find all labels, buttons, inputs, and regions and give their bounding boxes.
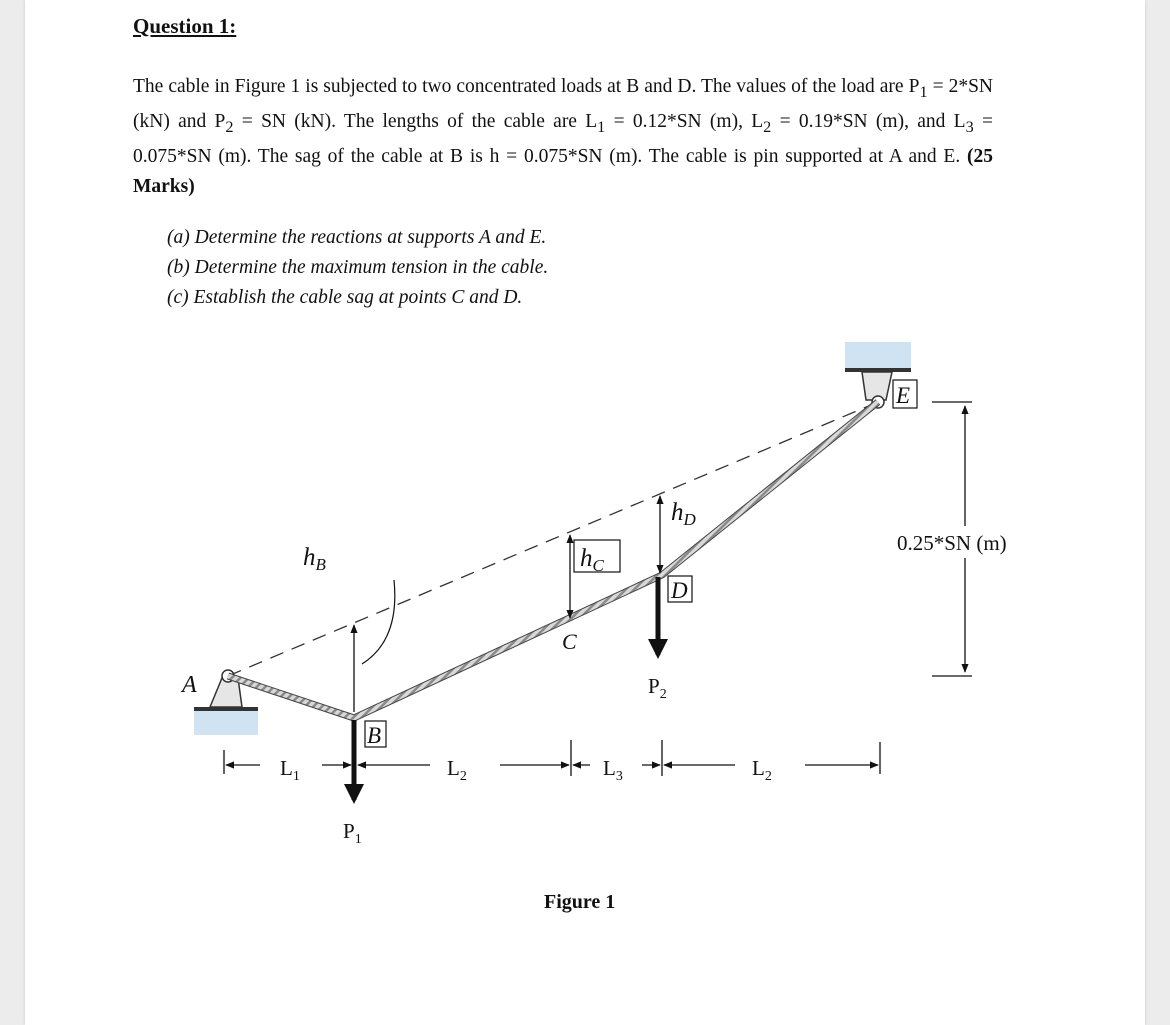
- part-c: (c) Establish the cable sag at points C and D.: [167, 287, 523, 308]
- point-b-label: B: [367, 723, 382, 748]
- load-p2-main: P: [648, 674, 660, 698]
- span-l2a-label: [447, 756, 467, 784]
- point-e-label: E: [896, 383, 911, 408]
- marks-label: (25 Marks): [133, 145, 993, 197]
- span-l2a-main: L: [447, 756, 460, 780]
- sag-b-main: h: [303, 544, 316, 571]
- body-text-5: = 0.19*SN (m), and L: [771, 110, 966, 132]
- span-dimensions: [224, 740, 880, 776]
- span-l2b-sub: 2: [764, 769, 772, 784]
- support-e-base: [845, 342, 911, 368]
- span-l2a-sub: 2: [459, 769, 467, 784]
- body-text-2: = 2*SN (kN) and P: [133, 76, 993, 132]
- span-l2b-main: L: [752, 756, 765, 780]
- load-p1-label: [343, 819, 362, 847]
- p2-subscript: 2: [225, 117, 234, 136]
- part-a: (a) Determine the reactions at supports A and E.: [167, 227, 547, 248]
- part-b: (b) Determine the maximum tension in the cable.: [167, 257, 549, 278]
- question-title: Question 1:: [133, 14, 237, 38]
- body-text-3: = SN (kN). The lengths of the cable are L: [233, 110, 598, 132]
- body-text-4: = 0.12*SN (m), L: [605, 110, 764, 132]
- l1-subscript: 1: [597, 117, 606, 136]
- load-p2-sub: 2: [659, 687, 667, 702]
- body-text-6: = 0.075*SN (m). The sag of the cable at B is h = 0.075*SN (m). The cable is pin supported at A and E.: [133, 110, 993, 167]
- span-l2b-label: [752, 756, 772, 784]
- support-a-base: [194, 711, 258, 735]
- chord-line: [228, 402, 878, 676]
- sag-c-sub: C: [592, 556, 604, 575]
- sag-d-sub: D: [683, 510, 696, 529]
- sag-d-label: [671, 499, 697, 529]
- l3-subscript: 3: [965, 117, 974, 136]
- l2-subscript: 2: [763, 117, 772, 136]
- span-l3-label: [603, 756, 623, 784]
- figure-caption: Figure 1: [544, 891, 616, 913]
- sag-b-sub: B: [315, 555, 326, 574]
- span-l1-sub: 1: [292, 769, 300, 784]
- sag-d-main: h: [671, 499, 684, 526]
- load-p1-main: P: [343, 819, 355, 843]
- load-p1-sub: 1: [354, 832, 362, 847]
- sag-c-main: h: [580, 545, 593, 572]
- span-l1-main: L: [280, 756, 293, 780]
- span-l3-main: L: [603, 756, 616, 780]
- span-l3-sub: 3: [615, 769, 623, 784]
- p1-subscript: 1: [919, 82, 928, 101]
- height-label: 0.25*SN (m): [897, 531, 1007, 555]
- sag-b-leader: [362, 580, 395, 664]
- body-text-1: The cable in Figure 1 is subjected to two concentrated loads at B and D. The values of the load are P: [133, 76, 920, 97]
- sag-b-label: [303, 544, 327, 574]
- span-l1-label: [280, 756, 300, 784]
- load-p2-label: [648, 674, 667, 702]
- point-d-label: D: [671, 578, 688, 603]
- point-a-label: A: [182, 672, 197, 698]
- point-c-label: C: [562, 629, 577, 654]
